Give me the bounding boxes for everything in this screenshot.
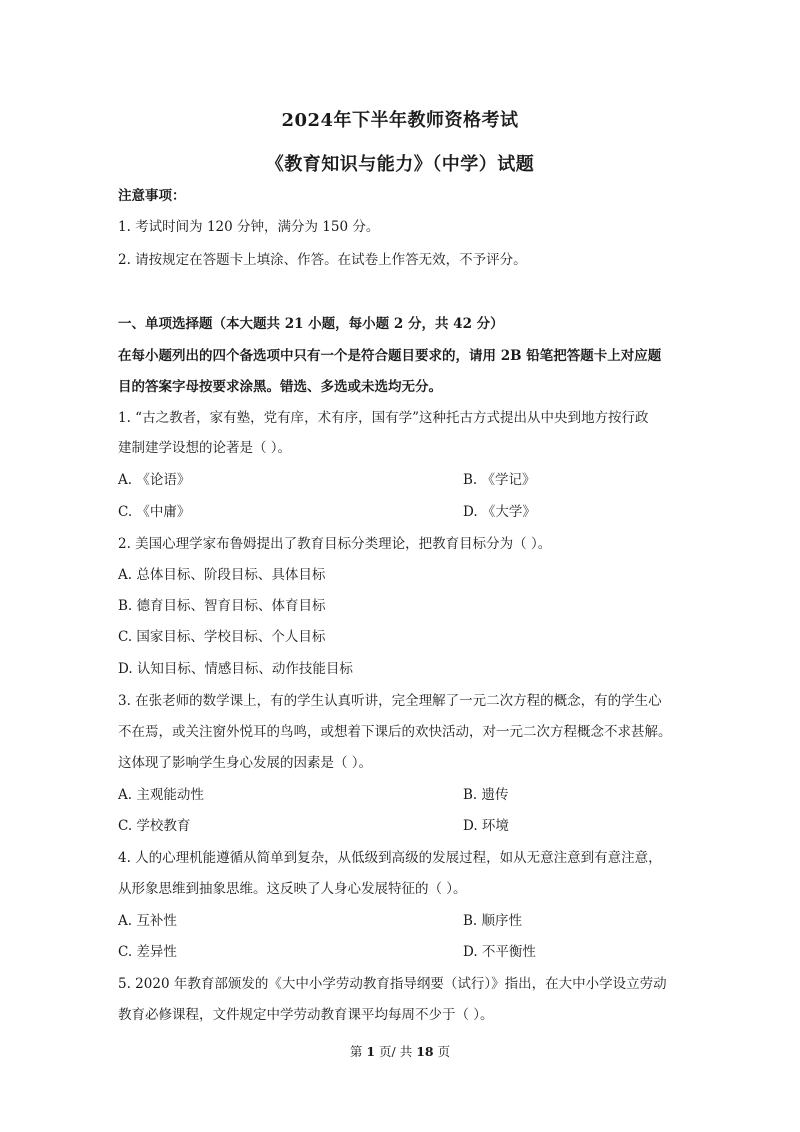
question-4-stem: 从形象思维到抽象思维。这反映了人身心发展特征的（ ）。: [118, 881, 467, 897]
exam-title: 2024年下半年教师资格考试: [281, 110, 519, 131]
question-3-option-d[interactable]: D. 环境: [463, 818, 509, 834]
question-2-option-c[interactable]: C. 国家目标、学校目标、个人目标: [118, 629, 326, 645]
question-2-option-d[interactable]: D. 认知目标、情感目标、动作技能目标: [118, 661, 353, 677]
question-2-option-b[interactable]: B. 德育目标、智育目标、体育目标: [118, 598, 326, 614]
question-1-option-a[interactable]: A. 《论语》: [118, 472, 191, 488]
question-4-option-c[interactable]: C. 差异性: [118, 944, 177, 960]
question-1-option-c[interactable]: C. 《中庸》: [118, 504, 191, 520]
question-1-option-d[interactable]: D. 《大学》: [463, 504, 536, 520]
page-footer: [0, 1043, 800, 1061]
question-4-option-d[interactable]: D. 不平衡性: [463, 944, 536, 960]
question-4-option-a[interactable]: A. 互补性: [118, 913, 177, 929]
question-3-option-b[interactable]: B. 遗传: [463, 787, 509, 803]
footer-page-number: 1: [366, 1044, 376, 1059]
question-5-stem: 5. 2020 年教育部颁发的《大中小学劳动教育指导纲要（试行）》指出，在大中小学设立劳动: [118, 976, 667, 992]
question-3-stem: 不在焉，或关注窗外悦耳的鸟鸣，或想着下课后的欢快活动，对一元二次方程概念不求甚解。: [118, 724, 672, 740]
footer-total-pages: 18: [416, 1044, 434, 1059]
footer-middle: 页/ 共: [379, 1044, 413, 1059]
notice-heading: 注意事项：: [118, 188, 186, 204]
question-2-option-a[interactable]: A. 总体目标、阶段目标、具体目标: [118, 567, 326, 583]
question-1-option-b[interactable]: B. 《学记》: [463, 472, 536, 488]
question-5-stem: 教育必修课程，文件规定中学劳动教育课平均每周不少于（ ）。: [118, 1007, 494, 1023]
notice-item: 1. 考试时间为 120 分钟，满分为 150 分。: [118, 219, 380, 235]
question-3-stem: 这体现了影响学生身心发展的因素是（ ）。: [118, 755, 373, 771]
question-3-option-a[interactable]: A. 主观能动性: [118, 787, 204, 803]
section-instructions: 目的答案字母按要求涂黑。错选、多选或未选均无分。: [118, 379, 442, 395]
section-instructions: 在每小题列出的四个备选项中只有一个是符合题目要求的，请用 2B 铅笔把答题卡上对应题: [118, 348, 662, 364]
question-1-stem: 1. “古之教者，家有塾，党有庠，术有序，国有学”这种托古方式提出从中央到地方按行政: [118, 410, 649, 426]
question-3-stem: 3. 在张老师的数学课上，有的学生认真听讲，完全理解了一元二次方程的概念，有的学生心: [118, 693, 662, 709]
section-heading: 一、单项选择题（本大题共 21 小题，每小题 2 分，共 42 分）: [118, 316, 504, 332]
notice-item: 2. 请按规定在答题卡上填涂、作答。在试卷上作答无效，不予评分。: [118, 252, 527, 268]
question-4-option-b[interactable]: B. 顺序性: [463, 913, 523, 929]
question-2-stem: 2. 美国心理学家布鲁姆提出了教育目标分类理论，把教育目标分为（ ）。: [118, 536, 552, 552]
question-3-option-c[interactable]: C. 学校教育: [118, 818, 191, 834]
exam-subtitle: 《教育知识与能力》（中学）试题: [265, 154, 535, 175]
question-4-stem: 4. 人的心理机能遵循从简单到复杂，从低级到高级的发展过程，如从无意注意到有意注意，: [118, 850, 662, 866]
footer-suffix: 页: [437, 1044, 451, 1059]
footer-prefix: 第: [349, 1044, 363, 1059]
question-1-stem: 建制建学设想的论著是（ ）。: [118, 440, 292, 456]
